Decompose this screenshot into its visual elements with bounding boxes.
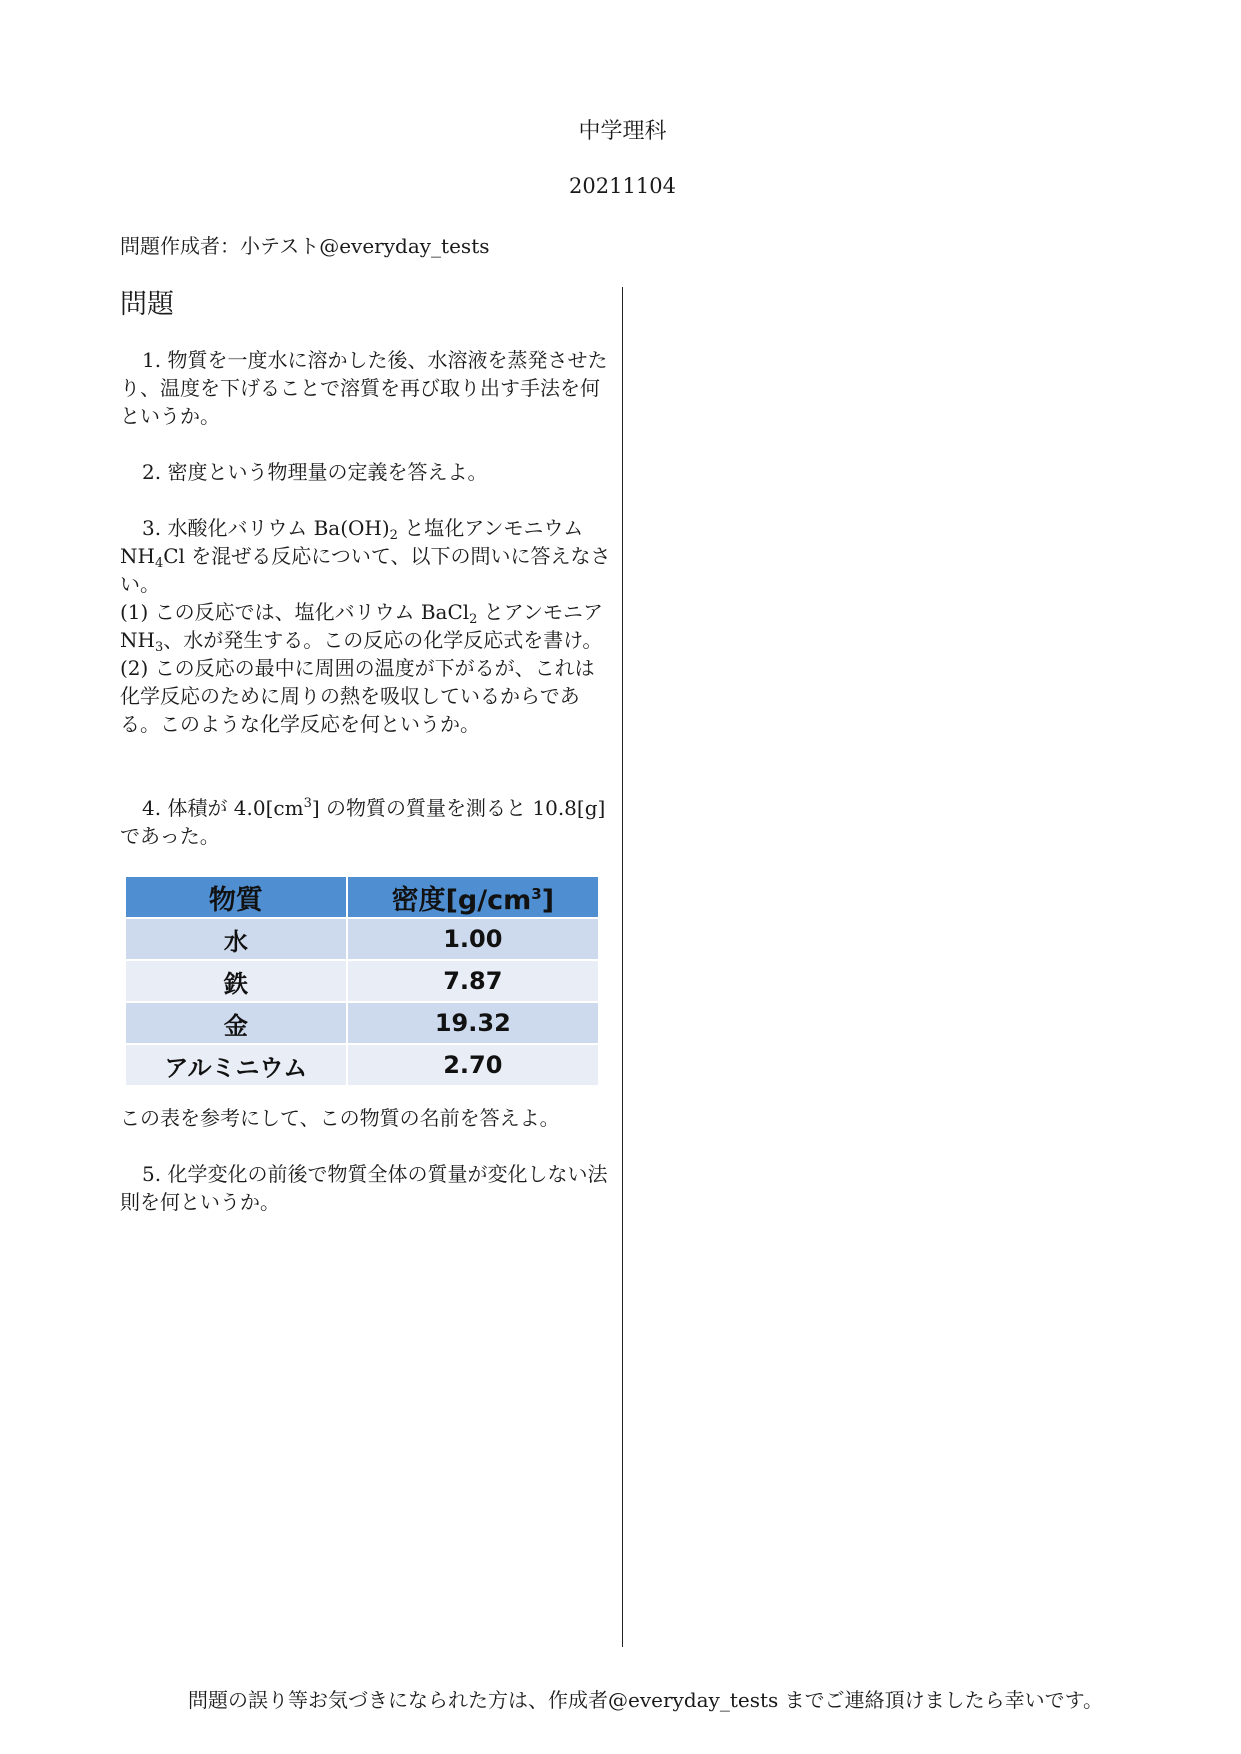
- subscript: 3: [154, 640, 164, 655]
- section-heading: 問題: [120, 289, 174, 320]
- table-row: [126, 1044, 599, 1085]
- table-row: [126, 1002, 599, 1044]
- column-divider: [622, 287, 623, 1647]
- question-4: [120, 794, 612, 850]
- subscript: 2: [389, 528, 398, 543]
- page-title: 中学理科: [578, 119, 667, 144]
- cell-substance: 水: [126, 918, 347, 960]
- table-row: [126, 918, 599, 960]
- question-3-part-1: [120, 598, 612, 654]
- question-3-intro: [120, 514, 612, 598]
- question-3: [120, 514, 612, 738]
- question-2: [120, 458, 612, 486]
- header-density: [347, 877, 599, 918]
- question-3-part-2: (2) この反応の最中に周囲の温度が下がるが、これは化学反応のために周りの熱を吸収しているからである。このような化学反応を何というか。: [120, 656, 595, 736]
- superscript: 3: [531, 884, 542, 903]
- table-row: [126, 960, 599, 1002]
- subscript: 2: [469, 612, 478, 627]
- question-4-after-table: この表を参考にして、この物質の名前を答えよ。: [120, 1106, 560, 1130]
- question-3-intro-part: と塩化アンモニウム NH: [120, 516, 584, 568]
- question-4-text-part: 4. 体積が 4.0[cm: [142, 796, 304, 820]
- question-2-text: 2. 密度という物理量の定義を答えよ。: [142, 460, 488, 484]
- cell-substance: アルミニウム: [126, 1044, 347, 1085]
- superscript: 3: [303, 796, 312, 811]
- cell-density: 2.70: [347, 1044, 599, 1085]
- cell-density: 19.32: [347, 1002, 599, 1044]
- header-density-text: 密度[g/cm: [391, 884, 532, 916]
- question-5-text: 5. 化学変化の前後で物質全体の質量が変化しない法則を何というか。: [120, 1162, 608, 1214]
- page-date: 20211104: [569, 174, 676, 198]
- cell-substance: 金: [126, 1002, 347, 1044]
- question-4-text: [120, 794, 612, 850]
- question-4-text-part: ] の物質の質量を測ると 10.8[g] であった。: [120, 796, 606, 848]
- question-3-intro-part: 3. 水酸化バリウム Ba(OH): [142, 516, 390, 540]
- subscript: 4: [154, 556, 164, 571]
- cell-density: 7.87: [347, 960, 599, 1002]
- question-3-intro-part: Cl を混ぜる反応について、以下の問いに答えなさい。: [120, 544, 611, 596]
- question-5: [120, 1160, 612, 1216]
- header-substance: 物質: [126, 877, 347, 918]
- cell-density: 1.00: [347, 918, 599, 960]
- question-1-text: 1. 物質を一度水に溶かした後、水溶液を蒸発させたり、温度を下げることで溶質を再び取り出す手法を何というか。: [120, 348, 608, 428]
- question-4-followup: [120, 1104, 612, 1132]
- question-3-part-1-text: とアンモニア NH: [120, 600, 604, 652]
- header-density-text: ]: [541, 884, 555, 916]
- question-3-part-1-text: (1) この反応では、塩化バリウム BaCl: [120, 600, 470, 624]
- question-1: [120, 346, 612, 430]
- density-table: [126, 877, 600, 1085]
- question-3-part-1-text: 、水が発生する。この反応の化学反応式を書け。: [163, 628, 603, 652]
- table-header-row: [126, 877, 599, 918]
- author-line: 問題作成者：小テスト@everyday_tests: [120, 234, 490, 258]
- cell-substance: 鉄: [126, 960, 347, 1002]
- footer-note: 問題の誤り等お気づきになられた方は、作成者@everyday_tests までご連絡頂けましたら幸いです。: [188, 1688, 1104, 1712]
